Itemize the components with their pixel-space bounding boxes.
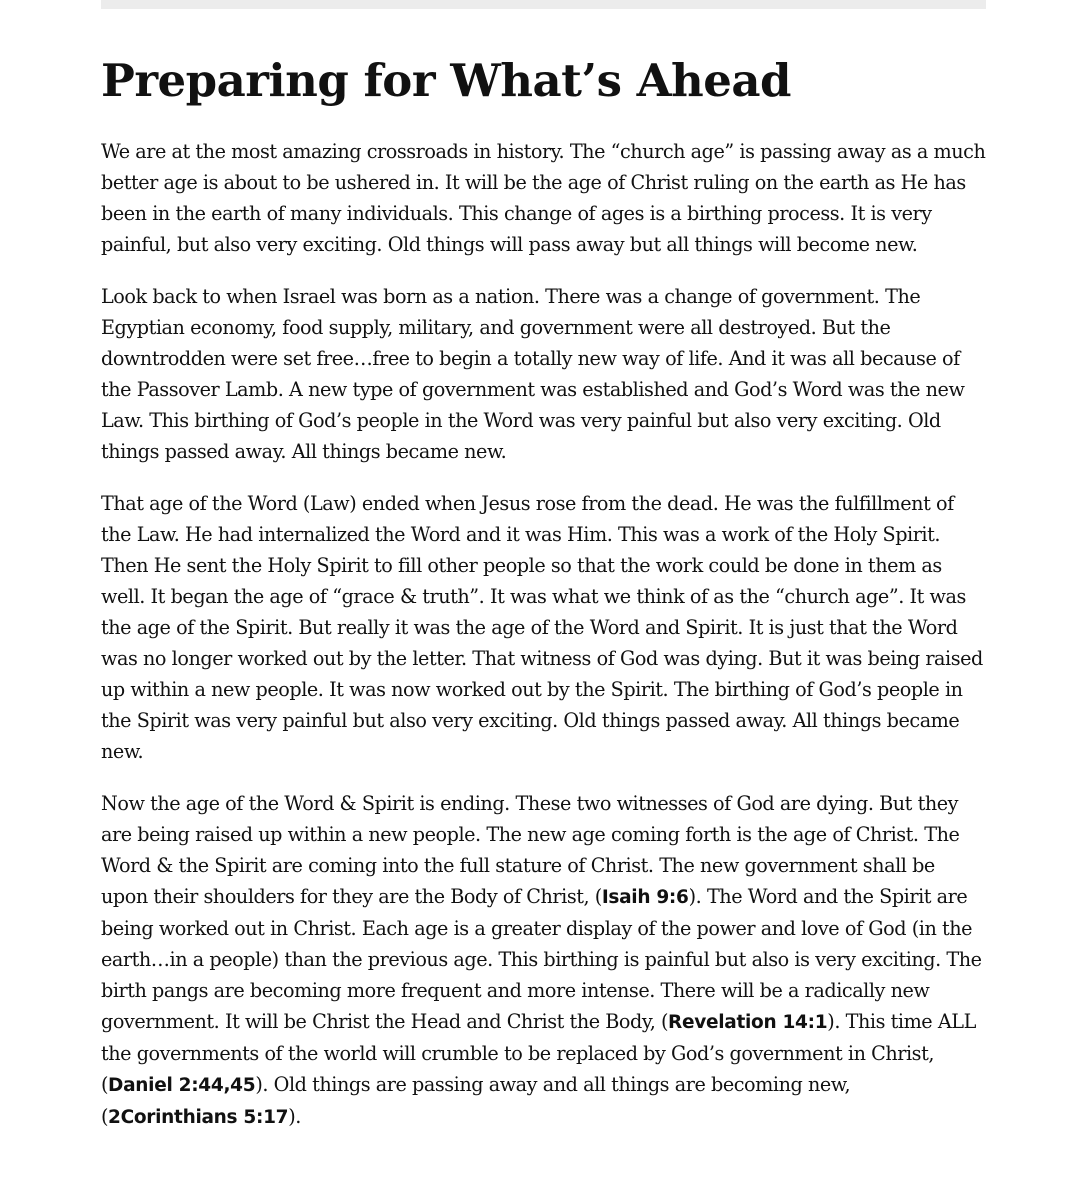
paragraph-4-text-4: ). Old things are passing away and all things are becoming new, (	[101, 1073, 851, 1128]
paragraph-4-text-2: ). The Word and the Spirit are being worked out in Christ. Each age is a greater display of the power and love of God (in the earth…in a people) than the previous age. This birthing is painful but also is very exciting. The birth pangs are becoming more frequent and more intense. There will be a radically new government. It will be Christ the Head and Christ the Body, (	[101, 885, 982, 1033]
top-divider-bar	[101, 0, 986, 9]
paragraph-2: Look back to when Israel was born as a nation. There was a change of government. The Egyptian economy, food supply, military, and government were all destroyed. But the downtrodden were set free…free to begin a totally new way of life. And it was all because of the Passover Lamb. A new type of government was established and God’s Word was the new Law. This birthing of God’s people in the Word was very painful but also very exciting. Old things passed away. All things became new.	[101, 285, 965, 463]
scripture-ref-isaiah: Isaih 9:6	[601, 887, 689, 908]
paragraph-4	[101, 788, 987, 1133]
scripture-ref-corinthians: 2Corinthians 5:17	[108, 1107, 289, 1128]
paragraph-1: We are at the most amazing crossroads in history. The “church age” is passing away as a much better age is about to be ushered in. It will be the age of Christ ruling on the earth as He has been in the earth of many individuals. This change of ages is a birthing process. It is very painful, but also very exciting. Old things will pass away but all things will become new.	[101, 140, 986, 256]
paragraph-3: That age of the Word (Law) ended when Jesus rose from the dead. He was the fulfillment of the Law. He had internalized the Word and it was Him. This was a work of the Holy Spirit. Then He sent the Holy Spirit to fill other people so that the work could be done in them as well. It began the age of “grace & truth”. It was what we think of as the “church age”. It was the age of the Spirit. But really it was the age of the Word and Spirit. It is just that the Word was no longer worked out by the letter. That witness of God was dying. But it was being raised up within a new people. It was now worked out by the Spirit. The birthing of God’s people in the Spirit was very painful but also very exciting. Old things passed away. All things became new.	[101, 492, 983, 763]
paragraph-4-text-3: ). This time ALL the governments of the world will crumble to be replaced by God’s government in Christ, (	[101, 1010, 976, 1096]
paragraph-4-text-1: Now the age of the Word & Spirit is ending. These two witnesses of God are dying. But they are being raised up within a new people. The new age coming forth is the age of Christ. The Word & the Spirit are coming into the full stature of Christ. The new government shall be upon their shoulders for they are the Body of Christ, (	[101, 792, 960, 908]
paragraph-4-text-5: ).	[288, 1105, 301, 1128]
article-title: Preparing for What’s Ahead	[101, 54, 791, 107]
scripture-ref-revelation: Revelation 14:1	[668, 1012, 828, 1033]
scripture-ref-daniel: Daniel 2:44,45	[108, 1075, 256, 1096]
article	[101, 52, 987, 1154]
